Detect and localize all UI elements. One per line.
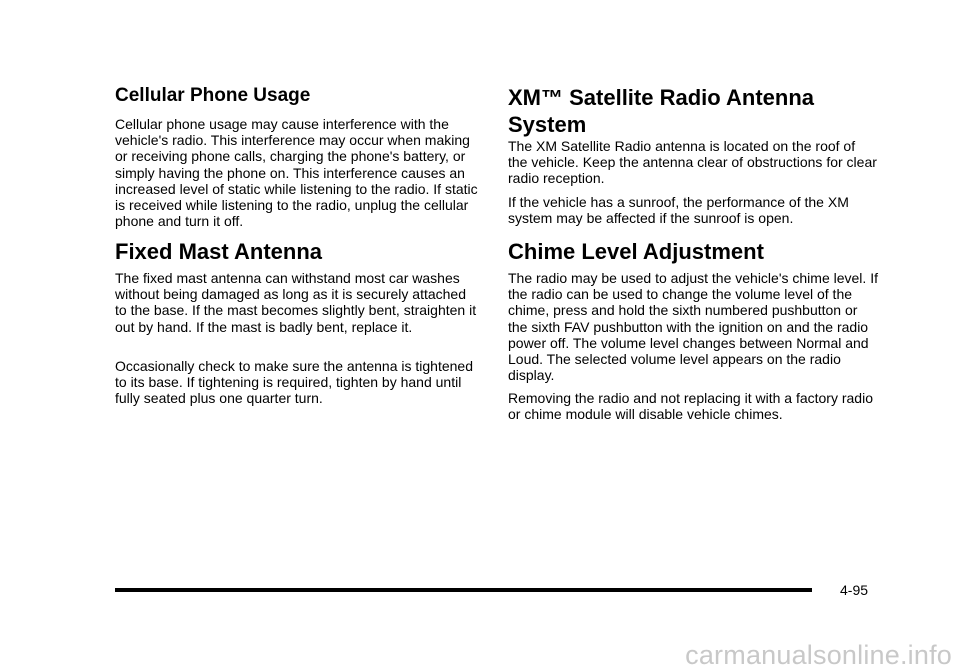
page-number: 4-95 (840, 582, 869, 598)
fixed-mast-antenna-paragraph-2: Occasionally check to make sure the antenna is tightened to its base. If tightening is required, tighten by hand until fully seated plus one quarter turn. (115, 358, 473, 407)
cellular-phone-usage-heading: Cellular Phone Usage (115, 85, 311, 106)
cellular-phone-usage-paragraph: Cellular phone usage may cause interference with the vehicle's radio. This interference may occur when making or receiving phone calls, charging the phone's battery, or simply having the phone on. This interference causes an increased level of static while listening to the radio. If static is received while listening to the radio, unplug the cellular phone and turn it off. (115, 116, 478, 230)
xm-antenna-paragraph-1: The XM Satellite Radio antenna is located on the roof of the vehicle. Keep the antenna clear of obstructions for clear radio reception. (508, 138, 877, 187)
chime-level-paragraph-1: The radio may be used to adjust the vehicle's chime level. If the radio can be used to change the volume level of the chime, press and hold the sixth numbered pushbutton or the sixth FAV pushbutton with the ignition on and the radio power off. The volume level changes between Normal and Loud. The selected volume level appears on the radio display. (508, 270, 878, 384)
xm-antenna-paragraph-2: If the vehicle has a sunroof, the performance of the XM system may be affected if the sunroof is open. (508, 194, 849, 227)
fixed-mast-antenna-heading: Fixed Mast Antenna (115, 239, 322, 264)
chime-level-paragraph-2: Removing the radio and not replacing it with a factory radio or chime module will disable vehicle chimes. (508, 390, 873, 423)
footer-rule (115, 588, 812, 592)
watermark: carmanualsonline.info (685, 640, 952, 670)
fixed-mast-antenna-paragraph-1: The fixed mast antenna can withstand most car washes without being damaged as long as it is securely attached to the base. If the mast becomes slightly bent, straighten it out by hand. If the mast is badly bent, replace it. (115, 270, 477, 335)
xm-satellite-radio-antenna-heading: XM™ Satellite Radio Antenna System (508, 85, 815, 137)
chime-level-adjustment-heading: Chime Level Adjustment (508, 239, 764, 264)
